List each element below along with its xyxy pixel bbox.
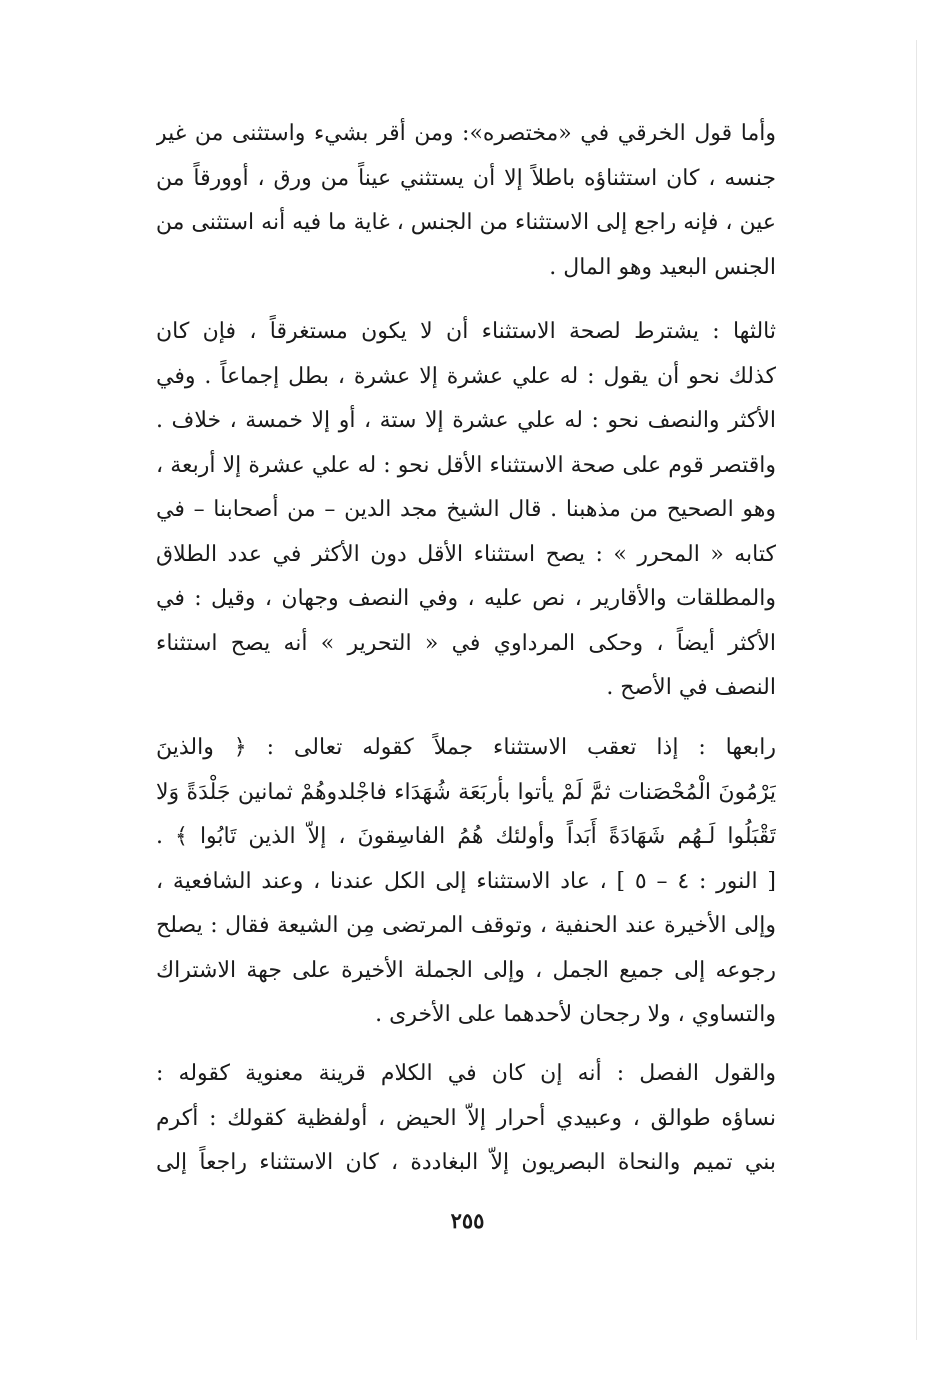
paragraph-4: [156, 1052, 776, 1186]
paragraph-line: كتابه « المحرر » : يصح استثناء الأقل دون الأكثر في عدد الطلاق: [156, 541, 776, 567]
paragraph-line: [ النور : ٤ – ٥ ] ، عاد الاستثناء إلى الكل عندنا ، وعند الشافعية ،: [156, 868, 776, 894]
paragraph-line: بني تميم والنحاة البصريون إلاّ البغاددة ، كان الاستثناء راجعاً إلى: [156, 1150, 776, 1175]
paragraph-line: رجوعه إلى جميع الجمل ، وإلى الجملة الأخيرة على جهة الاشتراك: [156, 957, 776, 983]
paragraph-line: الأكثر أيضاً ، وحكى المرداوي في « التحرير » أنه يصح استثناء: [156, 630, 776, 656]
paragraph-line: جنسه ، كان استثناؤه باطلاً إلا أن يستثني عيناً من ورق ، أوورقاً من: [156, 165, 776, 191]
paragraph-line: والمطلقات والأقارير ، نص عليه ، وفي النصف وجهان ، وقيل : في: [156, 586, 776, 611]
paragraph-line: واقتصر قوم على صحة الاستثناء الأقل نحو : له علي عشرة إلا أربعة ،: [156, 452, 776, 478]
paragraph-line: رابعها : إذا تعقب الاستثناء جملاً كقوله تعالى : ﴿ والذينَ: [156, 735, 776, 760]
paragraph-line: نساؤه طوالق ، وعبيدي أحرار إلاّ الحيض ، أولفظية كقولك : أكرم: [156, 1105, 776, 1131]
paragraph-line: والتساوي ، ولا رجحان لأحدهما على الأخرى .: [375, 1002, 776, 1027]
paragraph-line: وأما قول الخرقي في «مختصره»: ومن أقر بشيء واستثنى من غير: [156, 121, 776, 146]
paragraph-2: [156, 310, 776, 711]
paragraph-line: وإلى الأخيرة عند الحنفية ، وتوقف المرتضى مِن الشيعة فقال : يصلح: [156, 913, 776, 938]
paragraph-line: كذلك نحو أن يقول : له علي عشرة إلا عشرة ، بطل إجماعاً . وفي: [156, 363, 776, 389]
paragraph-line: يَرْمُونَ الْمُحْصَنات ثمَّ لَمْ يأتوا بأربَعَة شُهَدَاء فاجْلدوهُمْ ثمانين جَلْدَةً وَلا: [156, 779, 776, 805]
paragraph-3: [156, 726, 776, 1038]
paragraph-line: النصف في الأصح .: [606, 675, 776, 700]
paragraph-line: وهو الصحيح من مذهبنا . قال الشيخ مجد الدين – من أصحابنا – في: [156, 497, 776, 522]
paragraph-line: والقول الفصل : أنه إن كان في الكلام قرينة معنوية كقوله :: [156, 1061, 776, 1086]
paragraph-line: عين ، فإنه راجع إلى الاستثناء من الجنس ، غاية ما فيه أنه استثنى من: [156, 210, 776, 235]
paragraph-line: ثالثها : يشترط لصحة الاستثناء أن لا يكون مستغرقاً ، فإن كان: [156, 319, 776, 344]
paragraph-line: الجنس البعيد وهو المال .: [549, 254, 776, 280]
page-edge-shadow: [916, 40, 917, 1340]
page-number: ٢٥٥: [450, 1208, 485, 1233]
paragraph-line: تَقْبَلُوا لَـهُم شَهَادَةً أَبَداً وأولئك هُمُ الفاسِقونَ ، إلاّ الذين تَابُوا ﴾ .: [156, 824, 776, 849]
paragraph-1: [156, 112, 776, 290]
paragraph-line: الأكثر والنصف نحو : له علي عشرة إلا ستة ، أو إلا خمسة ، خلاف .: [156, 408, 776, 433]
